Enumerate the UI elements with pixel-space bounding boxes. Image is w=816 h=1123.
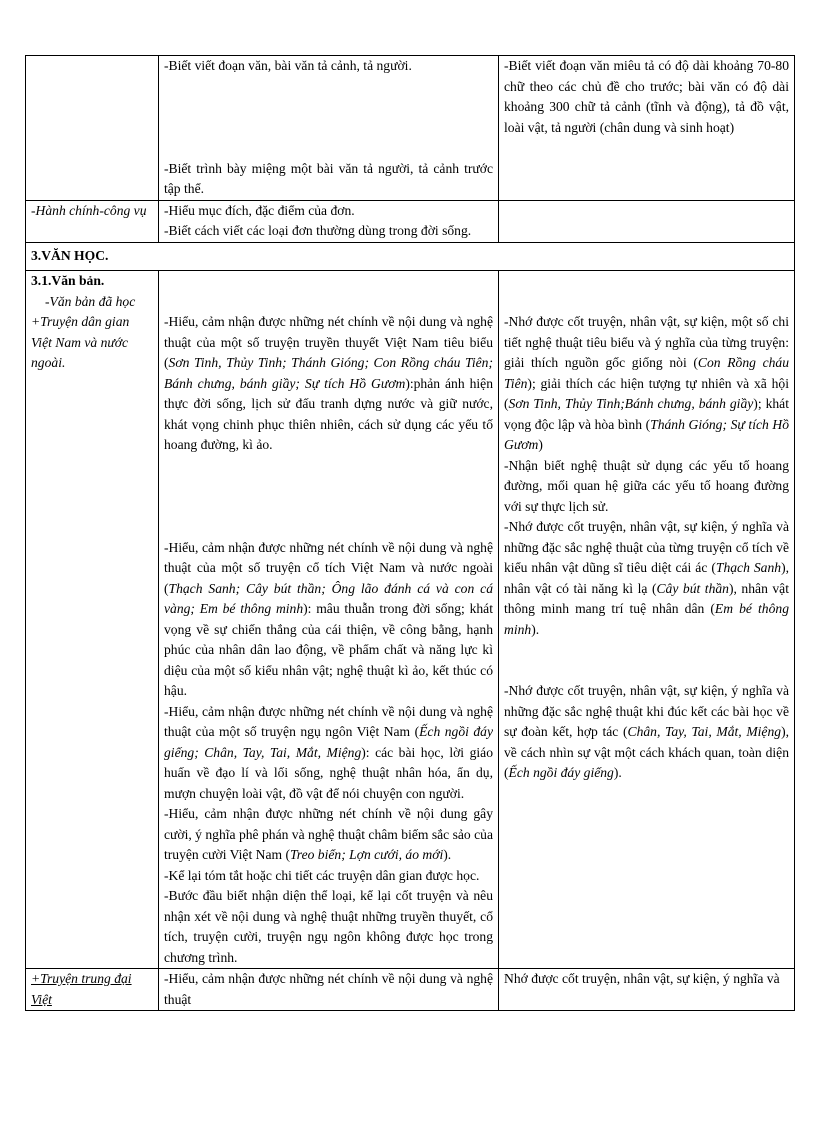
paragraph: -Hiểu, cảm nhận được những nét chính về nội dung và nghệ thuật — [164, 971, 493, 1007]
italic-text: Sơn Tinh, Thủy Tinh;Bánh chưng, bánh giầy — [508, 396, 754, 411]
text-run: -Nhớ được cốt truyện, nhân vật, sự kiện, một số chi tiết nghệ thuật tiêu biểu và ý nghĩa của từng truyện: giải thích nguồn gốc giống nòi ( — [504, 314, 789, 370]
text-run: ) — [538, 437, 543, 452]
paragraph: -Biết viết đoạn văn, bài văn tả cảnh, tả người. — [164, 58, 412, 73]
section-heading: 3.VĂN HỌC. — [31, 247, 109, 263]
table-cell — [499, 271, 795, 969]
italic-text: Thánh Gióng; Sự tích Hồ Gươm — [504, 416, 790, 452]
paragraph — [504, 681, 789, 784]
paragraph: -Bước đầu biết nhận diện thể loại, kể lại cốt truyện và nêu nhận xét về nội dung và nghệ thuật những truyền thuyết, cổ tích, truyện cười, truyện ngụ ngôn không được học trong chương trình. — [164, 888, 493, 965]
italic-text: Cây bút thần — [656, 580, 729, 596]
paragraph: -Biết trình bày miệng một bài văn tả người, tả cảnh trước tập thể. — [164, 160, 493, 196]
subsection-label: +Truyện dân gian Việt Nam và nước ngoài. — [31, 314, 130, 370]
paragraph: -Hiểu mục đích, đặc điểm của đơn. — [164, 202, 355, 218]
spacer — [164, 456, 493, 538]
spacer — [164, 77, 493, 159]
paragraph — [164, 804, 493, 866]
spacer — [164, 271, 493, 312]
paragraph: -Biết cách viết các loại đơn thường dùng trong đời sống. — [164, 223, 472, 238]
text-run: ). — [443, 847, 452, 862]
text-run: ); giải thích các hiện tượng tự nhiên và xã hội ( — [504, 375, 789, 411]
text-run: -Nhớ được cốt truyện, nhân vật, sự kiện, ý nghĩa và những đặc sắc nghệ thuật của từng truyện cổ tích về kiểu nhân vật dũng sĩ tiêu diệt cái ác ( — [504, 519, 789, 575]
table-cell — [26, 271, 159, 969]
table-row — [26, 56, 795, 201]
text-run: -Hiểu, cảm nhận được những nét chính về nội dung và nghệ thuật của một số truyện truyền thuyết Việt Nam tiêu biểu ( — [164, 314, 493, 370]
paragraph — [504, 312, 789, 456]
paragraph — [504, 517, 789, 640]
italic-text: Con Rồng cháu Tiên — [504, 355, 789, 391]
text-run: ); khát vọng độc lập và hòa bình ( — [504, 396, 789, 432]
curriculum-table — [25, 55, 795, 1011]
italic-text: Chân, Tay, Tai, Mắt, Miệng — [627, 724, 782, 739]
table-cell — [26, 242, 795, 271]
italic-text: Treo biển; Lợn cưới, áo mới — [289, 847, 444, 862]
table-cell — [499, 56, 795, 201]
paragraph — [164, 538, 493, 702]
subsection-label: -Văn bản đã học — [45, 293, 136, 309]
spacer — [504, 640, 789, 681]
table-cell — [159, 56, 499, 201]
paragraph: Nhớ được cốt truyện, nhân vật, sự kiện, ý nghĩa và — [504, 971, 780, 986]
table-row — [26, 271, 795, 969]
paragraph — [164, 702, 493, 805]
paragraph — [164, 312, 493, 456]
table-row — [26, 969, 795, 1011]
table-cell — [499, 200, 795, 242]
table-cell — [159, 969, 499, 1011]
paragraph: -Nhận biết nghệ thuật sử dụng các yếu tố hoang đường, mối quan hệ giữa các yếu tố hoang đường với sự thực lịch sử. — [504, 457, 789, 514]
table-cell — [26, 56, 159, 201]
italic-text: Thạch Sanh — [715, 560, 782, 575]
text-run: ):phản ánh hiện thực đời sống, lịch sử đấu tranh dựng nước và giữ nước, khát vọng chinh phục thiên nhiên, cách sử dụng các yếu tố hoang đường, kì ảo. — [164, 375, 493, 452]
text-run: -Hiểu, cảm nhận được những nét chính về nội dung và nghệ thuật của một số truyện ngụ ngôn Việt Nam ( — [164, 703, 493, 739]
table-cell — [159, 200, 499, 242]
table-cell — [26, 969, 159, 1011]
spacer — [504, 271, 789, 312]
text-run: ). — [613, 765, 622, 780]
italic-text: Sơn Tinh, Thủy Tinh; Thánh Gióng; Con Rồng cháu Tiên; Bánh chưng, bánh giầy; Sự tích Hồ Gươm — [164, 355, 493, 391]
text-run: -Hiểu, cảm nhận được những nét chính về nội dung và nghệ thuật của một số truyện cổ tích Việt Nam và nước ngoài ( — [164, 539, 493, 596]
italic-text: Ếch ngồi đáy giếng; Chân, Tay, Tai, Mắt, Miệng — [164, 724, 493, 760]
text-run: ), về cách nhìn sự vật một cách khách quan, toàn diện ( — [504, 724, 789, 780]
text-run: ), nhân vật thông minh mang trí tuệ nhân dân ( — [504, 580, 789, 616]
italic-text: Thạch Sanh; Cây bút thần; Ông lão đánh cá và con cá vàng; Em bé thông minh — [164, 580, 493, 616]
subsection-label: +Truyện trung đại Việt — [31, 971, 132, 1007]
italic-text: Em bé thông minh — [504, 601, 789, 637]
subsection-heading: 3.1.Văn bản. — [31, 273, 105, 288]
row-label: -Hành chính-công vụ — [31, 202, 147, 218]
paragraph: -Biết viết đoạn văn miêu tả có độ dài khoảng 70-80 chữ theo các chủ đề cho trước; bài văn có độ dài khoảng 300 chữ tả cảnh (tĩnh và động), tả đồ vật, loài vật, tả người (chân dung và sinh hoạt) — [504, 58, 789, 135]
text-run: ), nhân vật có tài năng kì lạ ( — [504, 560, 789, 596]
table-row — [26, 200, 795, 242]
text-run: ): mâu thuẫn trong đời sống; khát vọng về sự chiến thắng của cái thiện, về công bằng, hạnh phúc của nhân dân lao động, về phẩm chất và năng lực kì diệu của một số kiểu nhân vật; nghệ thuật kì ảo, kết thúc có hậu. — [164, 601, 493, 698]
text-run: -Nhớ được cốt truyện, nhân vật, sự kiện, ý nghĩa và những đặc sắc nghệ thuật khi đúc kết các bài học về sự đoàn kết, hợp tác ( — [504, 683, 789, 739]
table-row — [26, 242, 795, 271]
table-cell — [159, 271, 499, 969]
paragraph: -Kể lại tóm tắt hoặc chi tiết các truyện dân gian được học. — [164, 867, 480, 883]
italic-text: Ếch ngồi đáy giếng — [508, 765, 614, 780]
text-run: -Hiểu, cảm nhận được những nét chính về nội dung gây cười, ý nghĩa phê phán và nghệ thuật châm biếm sắc sảo của truyện cười Việt Nam ( — [164, 806, 493, 862]
text-run: ). — [531, 621, 540, 637]
table-cell — [26, 200, 159, 242]
table-cell — [499, 969, 795, 1011]
text-run: ): các bài học, lời giáo huấn về đạo lí và lối sống, nghệ thuật nhân hóa, ẩn dụ, mượn chuyện loài vật, đồ vật để nói chuyện con người. — [164, 744, 493, 801]
